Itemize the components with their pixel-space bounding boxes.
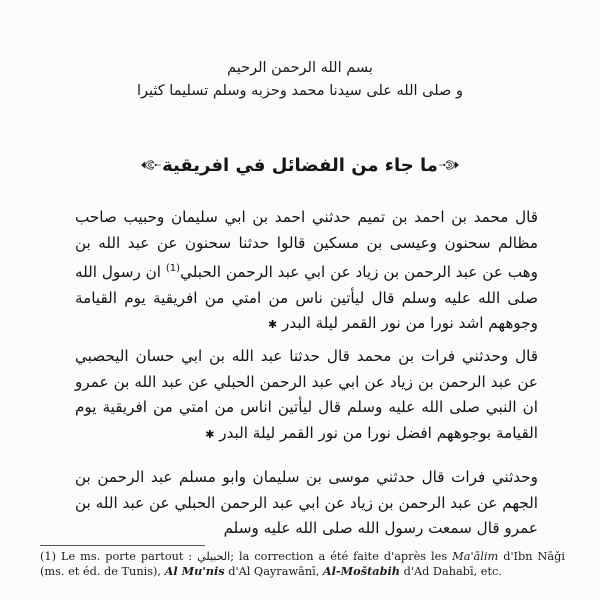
footnote-source-1: Ma'ālim xyxy=(452,550,499,563)
footnote-number: (1) xyxy=(40,550,57,563)
paragraph-1-text-a: قال محمد بن احمد بن تميم حدثني احمد بن ابي سليمان وحبيب صاحب مظالم سحنون وعيسى بن مسكين قالوا حدثنا سحنون عن عبد الله بن وهب عن عبد الرحمن بن زياد عن ابي عبد الرحمن الحبلي xyxy=(75,208,538,282)
footnote-after-2: d'Al Qayrawānī, xyxy=(224,565,323,578)
paragraph-1 xyxy=(75,205,538,338)
chapter-heading xyxy=(140,152,460,178)
footnote-source-2: Al Mu'nis xyxy=(164,564,225,578)
footnote xyxy=(40,550,565,579)
salutation-line: و صلى الله على سيدنا محمد وحزبه وسلم تسليما كثيرا xyxy=(137,83,463,99)
basmala-line: بسم الله الرحمن الرحيم xyxy=(227,60,373,76)
footnote-after-3: d'Ad Dahabī, etc. xyxy=(400,565,502,578)
footnote-reference: (1) xyxy=(165,263,181,274)
footnote-lead: Le ms. porte partout : xyxy=(56,550,198,563)
paragraph-2-text: قال وحدثني فرات بن محمد قال حدثنا عبد الله بن ابي حسان اليحصبي عن عبد الرحمن بن زياد عن ابي عبد الرحمن الحبلي عن عبد الله بن عمرو ان النبي صلى الله عليه وسلم قال ليأتين اناس من امتي من افريقية يوم القيامة بوجوههم افضل نورا من نور القمر ليلة البدر xyxy=(75,347,538,442)
end-star-icon: ✱ xyxy=(268,318,278,332)
footnote-source-3: Al-Moštabih xyxy=(322,564,401,578)
footnote-separator xyxy=(40,545,205,546)
paragraph-3-text: وحدثني فرات قال حدثني موسى بن سليمان وابو مسلم عبد الرحمن بن الجهم عن عبد الرحمن بن زياد عن ابي عبد الرحمن الحبلي عن عبد الله بن عمرو قال سمعت رسول الله صلى الله عليه وسلم xyxy=(75,468,538,537)
left-ornament-icon xyxy=(140,152,162,178)
end-star-icon: ✱ xyxy=(205,427,215,441)
paragraph-2 xyxy=(75,344,538,447)
footnote-mid: ; la correction a été faite d'après les xyxy=(230,550,453,563)
paragraph-3 xyxy=(75,465,538,542)
right-ornament-icon xyxy=(438,152,460,178)
footnote-arabic-word: الحبيلي xyxy=(197,550,231,563)
chapter-title: ما جاء من الفضائل في افريقية xyxy=(162,154,438,176)
paragraph-1-text-b: ان رسول الله صلى الله عليه وسلم قال ليأتين ناس من امتي من افريقية يوم القيامة وجوههم اشد نورا من نور القمر ليلة البدر xyxy=(75,263,538,333)
footnote-after-1: d'Ibn Nāǧi (ms. et éd. de Tunis), xyxy=(40,550,565,578)
